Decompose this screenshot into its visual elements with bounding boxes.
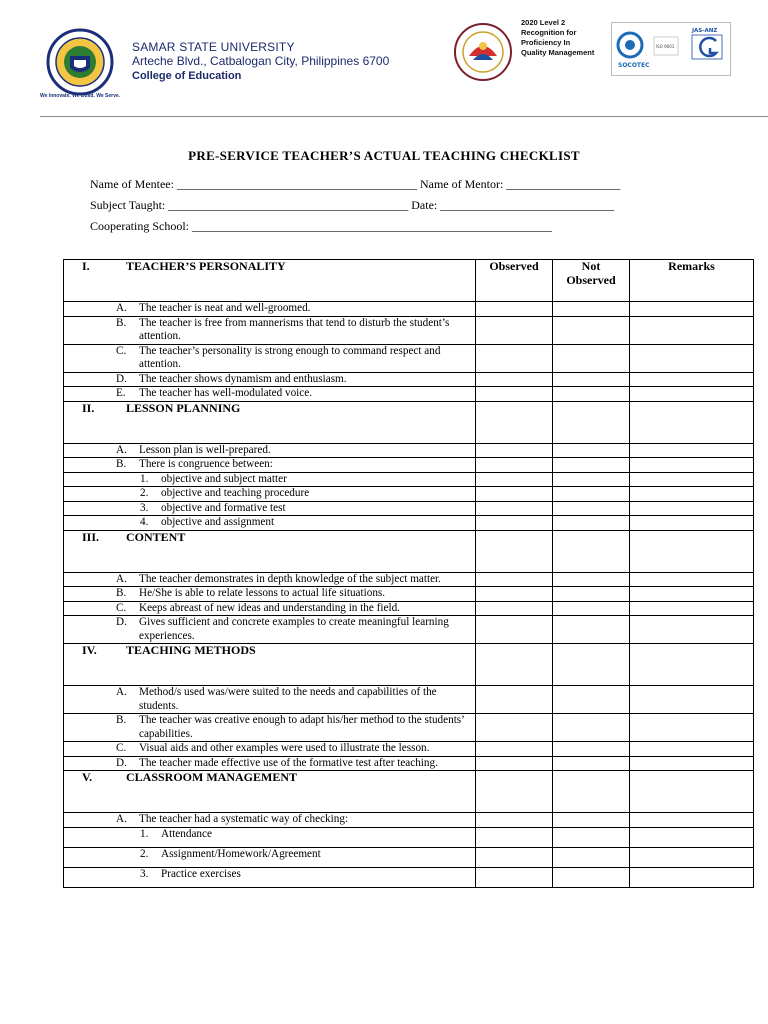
observed-cell[interactable] xyxy=(476,756,553,771)
criterion: D. The teacher shows dynamism and enthusiasm. xyxy=(64,372,476,387)
remarks-cell[interactable] xyxy=(630,756,754,771)
observed-cell xyxy=(476,401,553,443)
sub-criterion: 4. objective and assignment xyxy=(64,516,476,531)
observed-cell[interactable] xyxy=(476,616,553,644)
university-name: SAMAR STATE UNIVERSITY xyxy=(132,40,295,54)
observed-cell[interactable] xyxy=(476,443,553,458)
award-text xyxy=(521,18,594,58)
section-title: IV. TEACHING METHODS xyxy=(64,644,476,686)
observed-cell[interactable] xyxy=(476,472,553,487)
observed-cell[interactable] xyxy=(476,813,553,828)
mentee-field[interactable]: Name of Mentee: ________________________________________ xyxy=(90,177,417,191)
section-title: III. CONTENT xyxy=(64,530,476,572)
subject-field[interactable]: Subject Taught: ________________________________________ xyxy=(90,198,409,212)
checklist-row xyxy=(64,587,754,602)
observed-cell[interactable] xyxy=(476,686,553,714)
observed-cell[interactable] xyxy=(476,847,553,867)
college-name: College of Education xyxy=(132,70,242,82)
award-line: Quality Management xyxy=(521,48,595,57)
observed-cell[interactable] xyxy=(476,487,553,502)
award-line: Recognition for xyxy=(521,28,577,37)
not-observed-column-header: Not Observed xyxy=(553,260,630,302)
subject-date-line xyxy=(90,198,614,213)
remarks-cell[interactable] xyxy=(630,472,754,487)
section-title: I. TEACHER’S PERSONALITY xyxy=(64,260,476,302)
observed-cell[interactable] xyxy=(476,302,553,317)
checklist-row xyxy=(64,572,754,587)
checklist-row xyxy=(64,387,754,402)
not-observed-cell[interactable] xyxy=(553,867,630,887)
university-seal-logo xyxy=(40,28,120,96)
checklist-row xyxy=(64,458,754,473)
not-observed-cell[interactable] xyxy=(553,742,630,757)
sub-criterion: 3. objective and formative test xyxy=(64,501,476,516)
not-observed-cell[interactable] xyxy=(553,316,630,344)
university-info xyxy=(132,40,389,82)
checklist-row xyxy=(64,601,754,616)
criterion: B. There is congruence between: xyxy=(64,458,476,473)
socotec-label: SOCOTEC xyxy=(618,62,650,69)
section-header-row xyxy=(64,530,754,572)
criterion: D. Gives sufficient and concrete examples to create meaningful learning experiences. xyxy=(64,616,476,644)
section-header-row xyxy=(64,771,754,813)
criterion: A. The teacher demonstrates in depth knowledge of the subject matter. xyxy=(64,572,476,587)
not-observed-cell[interactable] xyxy=(553,372,630,387)
sub-criterion: 1. objective and subject matter xyxy=(64,472,476,487)
observed-cell[interactable] xyxy=(476,316,553,344)
observed-cell xyxy=(476,644,553,686)
observed-cell[interactable] xyxy=(476,372,553,387)
not-observed-cell[interactable] xyxy=(553,572,630,587)
not-observed-cell[interactable] xyxy=(553,487,630,502)
checklist-row xyxy=(64,372,754,387)
remarks-cell[interactable] xyxy=(630,847,754,867)
award-line: 2020 Level 2 xyxy=(521,18,566,27)
not-observed-cell[interactable] xyxy=(553,344,630,372)
remarks-cell xyxy=(630,771,754,813)
sub-criterion: 3. Practice exercises xyxy=(64,867,476,887)
checklist-row xyxy=(64,686,754,714)
remarks-cell[interactable] xyxy=(630,372,754,387)
observed-cell[interactable] xyxy=(476,827,553,847)
checklist-subrow xyxy=(64,487,754,502)
checklist-subrow xyxy=(64,516,754,531)
remarks-cell[interactable] xyxy=(630,458,754,473)
checklist-row xyxy=(64,616,754,644)
remarks-cell[interactable] xyxy=(630,867,754,887)
section-header-row xyxy=(64,401,754,443)
checklist-row xyxy=(64,443,754,458)
remarks-cell[interactable] xyxy=(630,587,754,602)
checklist-row xyxy=(64,742,754,757)
university-motto: We Innovate. We Build. We Serve. xyxy=(40,93,121,99)
not-observed-cell[interactable] xyxy=(553,501,630,516)
not-observed-cell[interactable] xyxy=(553,756,630,771)
criterion: B. The teacher is free from mannerisms that tend to disturb the student’s attention. xyxy=(64,316,476,344)
observed-cell[interactable] xyxy=(476,867,553,887)
certification-badges xyxy=(611,22,731,76)
observed-cell[interactable] xyxy=(476,742,553,757)
observed-cell[interactable] xyxy=(476,572,553,587)
checklist-subrow xyxy=(64,827,754,847)
criterion: D. The teacher made effective use of the formative test after teaching. xyxy=(64,756,476,771)
remarks-cell[interactable] xyxy=(630,443,754,458)
observed-column-header: Observed xyxy=(476,260,553,302)
checklist-row xyxy=(64,316,754,344)
remarks-cell[interactable] xyxy=(630,344,754,372)
observed-cell[interactable] xyxy=(476,601,553,616)
checklist-subrow xyxy=(64,472,754,487)
criterion: C. Visual aids and other examples were used to illustrate the lesson. xyxy=(64,742,476,757)
certification-logos xyxy=(612,23,730,75)
remarks-cell[interactable] xyxy=(630,501,754,516)
mentee-mentor-line xyxy=(90,177,620,192)
award-line: Proficiency In xyxy=(521,38,571,47)
remarks-cell[interactable] xyxy=(630,387,754,402)
remarks-cell[interactable] xyxy=(630,302,754,317)
sub-criterion: 1. Attendance xyxy=(64,827,476,847)
criterion: A. Method/s used was/were suited to the needs and capabilities of the students. xyxy=(64,686,476,714)
date-field[interactable]: Date: _____________________________ xyxy=(411,198,615,212)
checklist-table xyxy=(63,259,754,888)
school-line xyxy=(90,219,552,234)
checklist-subrow xyxy=(64,847,754,867)
not-observed-cell[interactable] xyxy=(553,302,630,317)
remarks-cell[interactable] xyxy=(630,616,754,644)
section-header-row xyxy=(64,260,754,302)
not-observed-cell[interactable] xyxy=(553,714,630,742)
document-title: PRE-SERVICE TEACHER’S ACTUAL TEACHING CHECKLIST xyxy=(188,148,580,163)
not-observed-cell[interactable] xyxy=(553,472,630,487)
not-observed-cell[interactable] xyxy=(553,686,630,714)
checklist-row xyxy=(64,302,754,317)
checklist-row xyxy=(64,813,754,828)
mentor-field[interactable]: Name of Mentor: ___________________ xyxy=(419,177,621,191)
remarks-cell xyxy=(630,644,754,686)
remarks-cell[interactable] xyxy=(630,742,754,757)
not-observed-cell[interactable] xyxy=(553,587,630,602)
checklist-row xyxy=(64,756,754,771)
not-observed-cell[interactable] xyxy=(553,458,630,473)
remarks-cell[interactable] xyxy=(630,601,754,616)
jas-anz-label: JAS-ANZ xyxy=(692,28,718,34)
not-observed-cell[interactable] xyxy=(553,616,630,644)
criterion: A. The teacher is neat and well-groomed. xyxy=(64,302,476,317)
cooperating-school-field[interactable]: Cooperating School: ____________________________________________________________ xyxy=(90,219,552,233)
sub-criterion: 2. Assignment/Homework/Agreement xyxy=(64,847,476,867)
not-observed-cell xyxy=(553,771,630,813)
observed-cell[interactable] xyxy=(476,501,553,516)
remarks-cell[interactable] xyxy=(630,516,754,531)
remarks-cell[interactable] xyxy=(630,827,754,847)
observed-cell[interactable] xyxy=(476,714,553,742)
observed-cell[interactable] xyxy=(476,516,553,531)
criterion: B. The teacher was creative enough to adapt his/her method to the students’ capabilities. xyxy=(64,714,476,742)
iso-label: ISO 9001 xyxy=(656,44,675,49)
not-observed-cell[interactable] xyxy=(553,387,630,402)
checklist-subrow xyxy=(64,867,754,887)
not-observed-cell[interactable] xyxy=(553,601,630,616)
criterion: A. The teacher had a systematic way of checking: xyxy=(64,813,476,828)
remarks-cell[interactable] xyxy=(630,714,754,742)
remarks-column-header: Remarks xyxy=(630,260,754,302)
sub-criterion: 2. objective and teaching procedure xyxy=(64,487,476,502)
university-address: Arteche Blvd., Catbalogan City, Philippines 6700 xyxy=(132,54,390,68)
not-observed-cell xyxy=(553,530,630,572)
observed-cell[interactable] xyxy=(476,587,553,602)
criterion: C. The teacher’s personality is strong enough to command respect and attention. xyxy=(64,344,476,372)
section-title: II. LESSON PLANNING xyxy=(64,401,476,443)
observed-cell[interactable] xyxy=(476,387,553,402)
not-observed-cell xyxy=(553,644,630,686)
not-observed-cell[interactable] xyxy=(553,813,630,828)
header-divider xyxy=(40,116,768,117)
section-title: V. CLASSROOM MANAGEMENT xyxy=(64,771,476,813)
section-header-row xyxy=(64,644,754,686)
remarks-cell xyxy=(630,530,754,572)
quality-award-seal-logo xyxy=(453,22,513,82)
remarks-cell[interactable] xyxy=(630,813,754,828)
criterion: C. Keeps abreast of new ideas and understanding in the field. xyxy=(64,601,476,616)
remarks-cell[interactable] xyxy=(630,686,754,714)
observed-cell[interactable] xyxy=(476,458,553,473)
checklist-row xyxy=(64,344,754,372)
observed-cell xyxy=(476,771,553,813)
criterion: B. He/She is able to relate lessons to actual life situations. xyxy=(64,587,476,602)
criterion: A. Lesson plan is well-prepared. xyxy=(64,443,476,458)
remarks-cell[interactable] xyxy=(630,316,754,344)
not-observed-cell[interactable] xyxy=(553,443,630,458)
observed-cell[interactable] xyxy=(476,344,553,372)
not-observed-cell[interactable] xyxy=(553,827,630,847)
not-observed-cell xyxy=(553,401,630,443)
remarks-cell[interactable] xyxy=(630,487,754,502)
observed-cell xyxy=(476,530,553,572)
checklist-subrow xyxy=(64,501,754,516)
criterion: E. The teacher has well-modulated voice. xyxy=(64,387,476,402)
not-observed-cell[interactable] xyxy=(553,847,630,867)
checklist-row xyxy=(64,714,754,742)
not-observed-cell[interactable] xyxy=(553,516,630,531)
remarks-cell[interactable] xyxy=(630,572,754,587)
remarks-cell xyxy=(630,401,754,443)
